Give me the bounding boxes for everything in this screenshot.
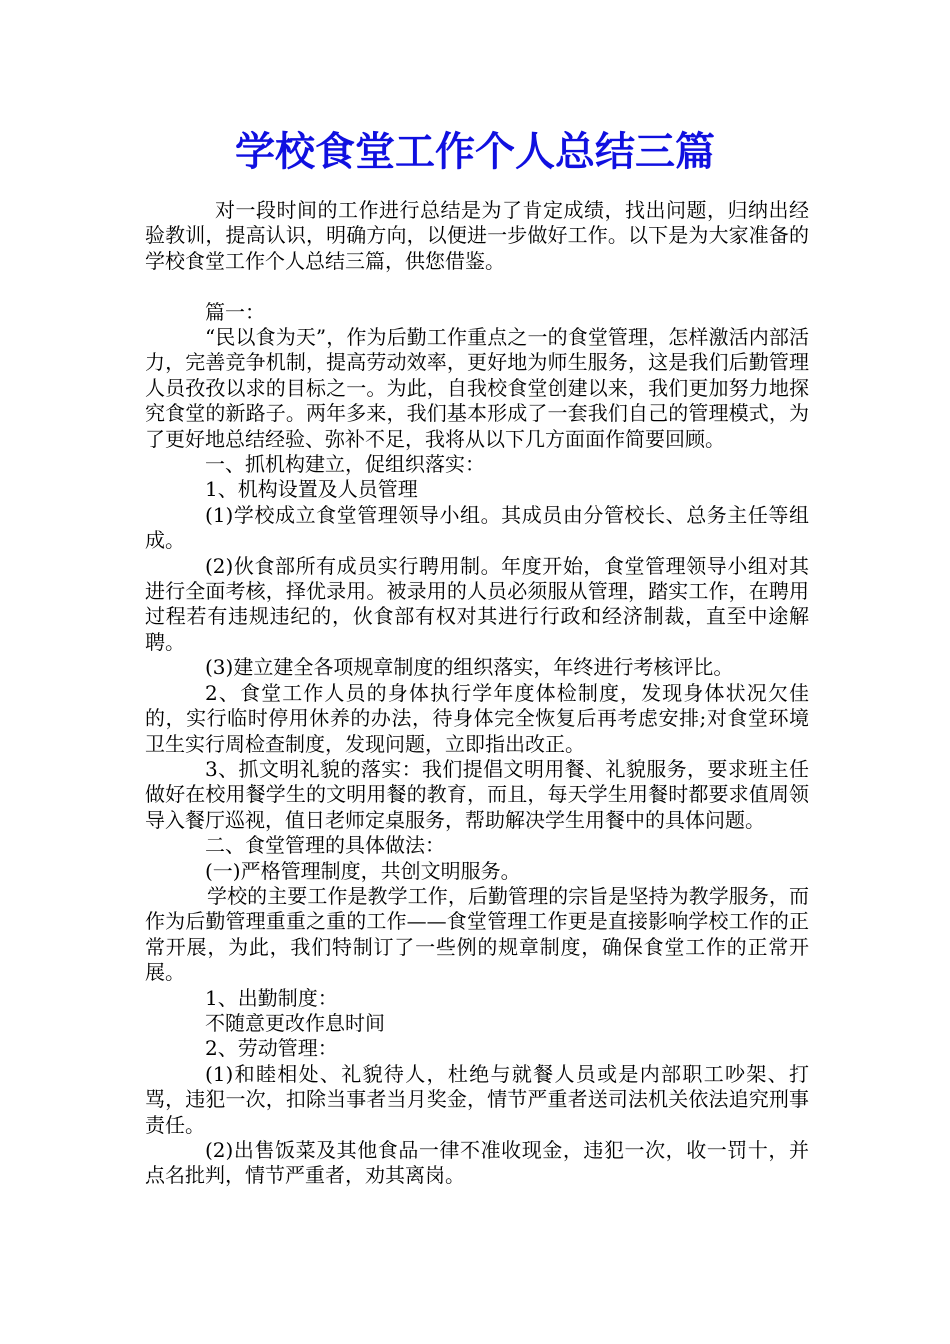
- intro-paragraph: 对一段时间的工作进行总结是为了肯定成绩，找出问题，归纳出经验教训，提高认识，明确方向，以便进一步做好工作。以下是为大家准备的学校食堂工作个人总结三篇，供您借鉴。: [145, 198, 809, 273]
- subsection-heading: (一)严格管理制度，共创文明服务。: [205, 858, 521, 883]
- list-item: (3)建立建全各项规章制度的组织落实，年终进行考核评比。: [205, 655, 734, 680]
- paragraph-gap: [145, 274, 809, 299]
- list-item: (2)出售饭菜及其他食品一律不准收现金，违犯一次，收一罚十，并点名批判，情节严重者，劝其离岗。: [145, 1138, 809, 1188]
- body-paragraph: 不随意更改作息时间: [205, 1010, 385, 1035]
- body-paragraph: 3、抓文明礼貌的落实：我们提倡文明用餐、礼貌服务，要求班主任做好在校用餐学生的文明用餐的教育，而且，每天学生用餐时都要求值周领导入餐厅巡视，值日老师定桌服务，帮助解决学生用餐中的具体问题。: [145, 756, 809, 832]
- document-body: [145, 198, 809, 1189]
- section-heading: 篇一：: [205, 299, 265, 324]
- body-paragraph: 学校的主要工作是教学工作，后勤管理的宗旨是坚持为教学服务，而作为后勤管理重重之重的工作——食堂管理工作更是直接影响学校工作的正常开展，为此，我们特制订了一些例的规章制度，确保食堂工作的正常开展。: [145, 883, 809, 985]
- section-heading: 二、食堂管理的具体做法：: [205, 833, 445, 858]
- list-item: (2)伙食部所有成员实行聘用制。年度开始，食堂管理领导小组对其进行全面考核，择优录用。被录用的人员必须服从管理，踏实工作，在聘用过程若有违规违纪的，伙食部有权对其进行行政和经济制裁，直至中途解聘。: [145, 553, 809, 654]
- subsection-heading: 1、出勤制度：: [205, 985, 338, 1010]
- body-paragraph: “民以食为天”，作为后勤工作重点之一的食堂管理，怎样激活内部活力，完善竞争机制，提高劳动效率，更好地为师生服务，这是我们后勤管理人员孜孜以求的目标之一。为此，自我校食堂创建以来，我们更加努力地探究食堂的新路子。两年多来，我们基本形成了一套我们自己的管理模式，为了更好地总结经验、弥补不足，我将从以下几方面面作简要回顾。: [145, 325, 809, 451]
- section-heading: 一、抓机构建立，促组织落实：: [205, 452, 485, 477]
- list-item: (1)和睦相处、礼貌待人，杜绝与就餐人员或是内部职工吵架、打骂，违犯一次，扣除当事者当月奖金，情节严重者送司法机关依法追究刑事责任。: [145, 1061, 809, 1137]
- list-item: (1)学校成立食堂管理领导小组。其成员由分管校长、总务主任等组成。: [145, 502, 809, 553]
- body-paragraph: 2、食堂工作人员的身体执行学年度体检制度，发现身体状况欠佳的，实行临时停用休养的办法，待身体完全恢复后再考虑安排;对食堂环境卫生实行周检查制度，发现问题，立即指出改正。: [145, 680, 809, 756]
- subsection-heading: 1、机构设置及人员管理: [205, 477, 418, 502]
- document-title: 学校食堂工作个人总结三篇: [235, 128, 715, 175]
- subsection-heading: 2、劳动管理：: [205, 1036, 338, 1061]
